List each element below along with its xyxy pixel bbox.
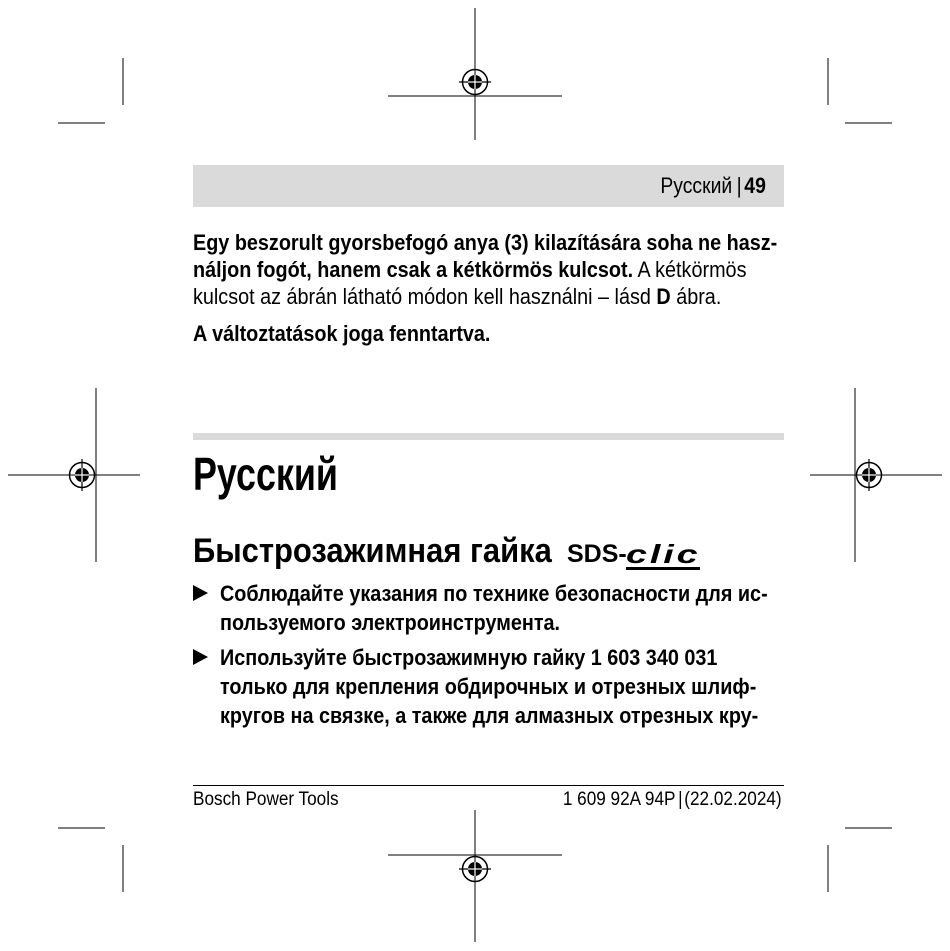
intro-line-3-content — [193, 283, 721, 310]
intro-paragraph — [193, 229, 784, 347]
safety-item-line — [220, 672, 832, 701]
subsection-title — [193, 531, 587, 572]
intro-line-2-content — [193, 256, 746, 283]
safety-item-line-text: пользуемого электроинструмента. — [220, 610, 561, 635]
section-title — [193, 447, 379, 502]
figure-reference: D — [656, 284, 671, 309]
safety-item-line — [220, 608, 842, 637]
section-divider — [193, 433, 784, 440]
safety-item-line-text: кругов на связке, а также для алмазных отрезных кру- — [220, 703, 759, 728]
safety-item-line-text: только для крепления обдирочных и отрезных шлиф- — [220, 674, 757, 699]
clic-logo-text: clic — [626, 539, 701, 569]
document-number: 1 609 92A 94P — [563, 788, 676, 810]
note-text-line-3b: ábra. — [670, 284, 722, 309]
safety-item-line — [220, 643, 832, 672]
page-number: 49 — [744, 173, 766, 198]
triangle-right-icon — [193, 649, 208, 665]
crop-mark-bottom-left — [58, 828, 123, 892]
rights-reserved-text: A változtatások joga fenntartva. — [193, 321, 491, 346]
footer-brand-text: Bosch Power Tools — [193, 788, 339, 810]
safety-item-line-text: Используйте быстрозажимную гайку 1 603 340 031 — [220, 645, 718, 670]
footer-separator: | — [678, 788, 683, 810]
footer-brand — [193, 788, 358, 811]
subsection-title-text: Быстрозажимная гайка — [193, 532, 552, 570]
note-text-line-2: A kétkörmös — [633, 257, 747, 282]
footer-divider — [193, 785, 784, 786]
crop-mark-bottom-right — [828, 828, 892, 892]
running-header-text — [646, 165, 766, 207]
footer-document-info — [533, 788, 782, 811]
document-date: (22.02.2024) — [684, 788, 782, 810]
safety-item-line — [220, 701, 832, 730]
intro-line-1 — [193, 229, 784, 256]
running-header — [193, 165, 784, 207]
safety-item-text — [220, 579, 842, 637]
registration-mark-right — [810, 388, 942, 562]
registration-mark-left — [8, 388, 140, 562]
intro-line-4 — [193, 320, 784, 347]
intro-line-3 — [193, 283, 784, 310]
header-language: Русский — [660, 173, 733, 198]
safety-item-text — [220, 643, 832, 730]
safety-item-line-text: Соблюдайте указания по технике безопасности для ис- — [220, 581, 768, 606]
header-separator: | — [736, 173, 742, 198]
crop-mark-top-left — [58, 58, 123, 123]
crop-mark-top-right — [828, 58, 892, 123]
warning-text-line-1: Egy beszorult gyorsbefogó anya (3) kilazítására soha ne hasz- — [193, 230, 778, 255]
registration-mark-bottom — [388, 810, 562, 942]
note-text-line-3a: kulcsot az ábrán látható módon kell használni – lásd — [193, 284, 657, 309]
section-title-text: Русский — [193, 448, 338, 500]
registration-mark-top — [388, 8, 562, 140]
warning-text-line-2: náljon fogót, hanem csak a kétkörmös kulcsot. — [193, 257, 634, 282]
footer-document-info-text — [563, 788, 782, 811]
safety-item-line — [220, 579, 842, 608]
clic-logo — [626, 539, 701, 570]
intro-line-2 — [193, 256, 784, 283]
triangle-right-icon — [193, 585, 208, 601]
running-header-label — [661, 165, 766, 207]
product-brand-prefix: SDS- — [567, 540, 627, 568]
